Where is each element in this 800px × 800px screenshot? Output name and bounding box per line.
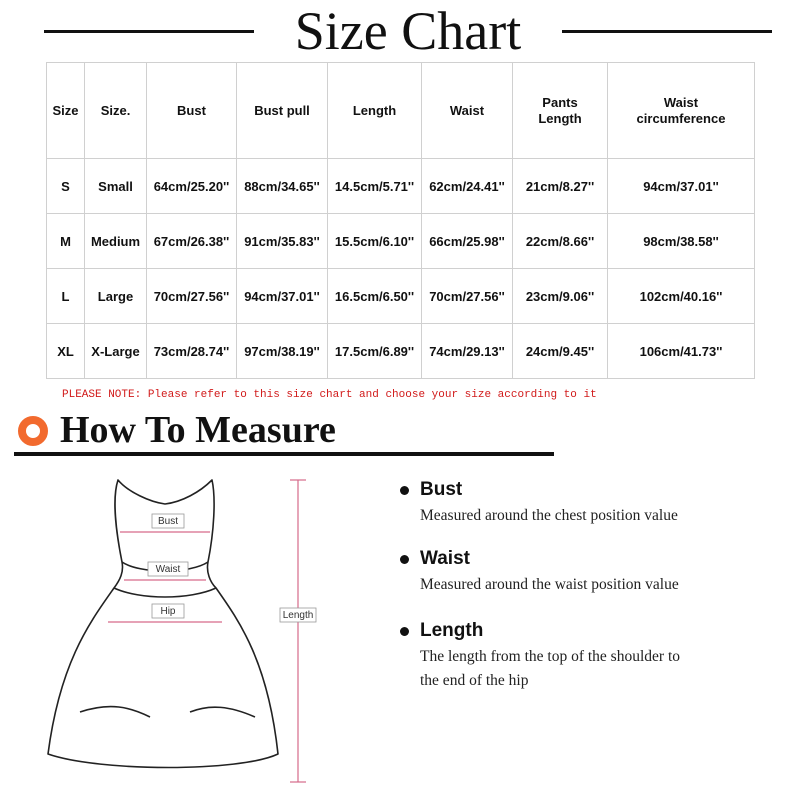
table-cell: 102cm/40.16'': [608, 269, 755, 324]
table-row: [47, 159, 755, 214]
header-cell: Waist: [422, 63, 513, 159]
dress-diagram: [40, 462, 340, 792]
header-cell: Waist circumference: [608, 63, 755, 159]
table-cell: 94cm/37.01'': [237, 269, 328, 324]
diagram-label-waist: Waist: [155, 564, 181, 575]
page-title: Size Chart: [294, 1, 522, 61]
measure-item-title: Length: [420, 620, 484, 641]
table-cell: 66cm/25.98'': [422, 214, 513, 269]
table-cell: 24cm/9.45'': [513, 324, 608, 379]
table-row: [47, 324, 755, 379]
measure-item-desc: Measured around the waist position value: [420, 576, 679, 593]
measure-item-title: Waist: [420, 548, 470, 569]
table-cell: 97cm/38.19'': [237, 324, 328, 379]
table-header-row: [47, 63, 755, 159]
table-cell: 88cm/34.65'': [237, 159, 328, 214]
measure-item-length: [398, 620, 680, 692]
table-cell: 22cm/8.66'': [513, 214, 608, 269]
title-rule-left: [44, 30, 254, 33]
table-cell: 91cm/35.83'': [237, 214, 328, 269]
diagram-label-length: Length: [282, 610, 314, 621]
how-to-measure-title: How To Measure: [60, 409, 336, 451]
diagram-label-hip: Hip: [160, 606, 176, 617]
table-row: [47, 269, 755, 324]
table-cell: Large: [85, 269, 147, 324]
table-cell: 64cm/25.20'': [147, 159, 237, 214]
circle-bullet-icon: [18, 416, 48, 446]
measure-item-title: Bust: [420, 479, 463, 500]
header-cell: Pants Length: [513, 63, 608, 159]
table-cell: Medium: [85, 214, 147, 269]
table-row: [47, 214, 755, 269]
table-cell: S: [47, 159, 85, 214]
table-cell: 62cm/24.41'': [422, 159, 513, 214]
table-cell: 70cm/27.56'': [422, 269, 513, 324]
title-rule-right: [562, 30, 772, 33]
table-cell: 73cm/28.74'': [147, 324, 237, 379]
bullet-icon: [400, 555, 409, 564]
diagram-label-bust: Bust: [157, 516, 179, 527]
table-cell: 23cm/9.06'': [513, 269, 608, 324]
size-table: [46, 62, 755, 379]
header-cell: Size: [47, 63, 85, 159]
measure-item-desc: the end of the hip: [420, 672, 529, 689]
header-cell: Size.: [85, 63, 147, 159]
measure-item-desc: The length from the top of the shoulder to: [420, 648, 680, 665]
size-chart-header: [0, 0, 800, 62]
table-cell: 98cm/38.58'': [608, 214, 755, 269]
table-cell: 15.5cm/6.10'': [328, 214, 422, 269]
table-cell: Small: [85, 159, 147, 214]
table-cell: 17.5cm/6.89'': [328, 324, 422, 379]
table-cell: 67cm/26.38'': [147, 214, 237, 269]
measure-item-bust: [398, 479, 678, 527]
table-cell: 94cm/37.01'': [608, 159, 755, 214]
table-cell: M: [47, 214, 85, 269]
header-cell: Bust: [147, 63, 237, 159]
table-cell: L: [47, 269, 85, 324]
measure-item-desc: Measured around the chest position value: [420, 507, 678, 524]
bullet-icon: [400, 486, 409, 495]
header-cell: Length: [328, 63, 422, 159]
table-cell: 70cm/27.56'': [147, 269, 237, 324]
bullet-icon: [400, 627, 409, 636]
table-cell: 14.5cm/5.71'': [328, 159, 422, 214]
table-cell: 21cm/8.27'': [513, 159, 608, 214]
header-cell: Bust pull: [237, 63, 328, 159]
table-cell: 74cm/29.13'': [422, 324, 513, 379]
table-cell: 16.5cm/6.50'': [328, 269, 422, 324]
section-rule: [14, 452, 554, 456]
size-note: PLEASE NOTE: Please refer to this size chart and choose your size according to it: [62, 389, 597, 401]
table-cell: XL: [47, 324, 85, 379]
table-cell: X-Large: [85, 324, 147, 379]
table-cell: 106cm/41.73'': [608, 324, 755, 379]
measure-item-waist: [398, 548, 679, 596]
